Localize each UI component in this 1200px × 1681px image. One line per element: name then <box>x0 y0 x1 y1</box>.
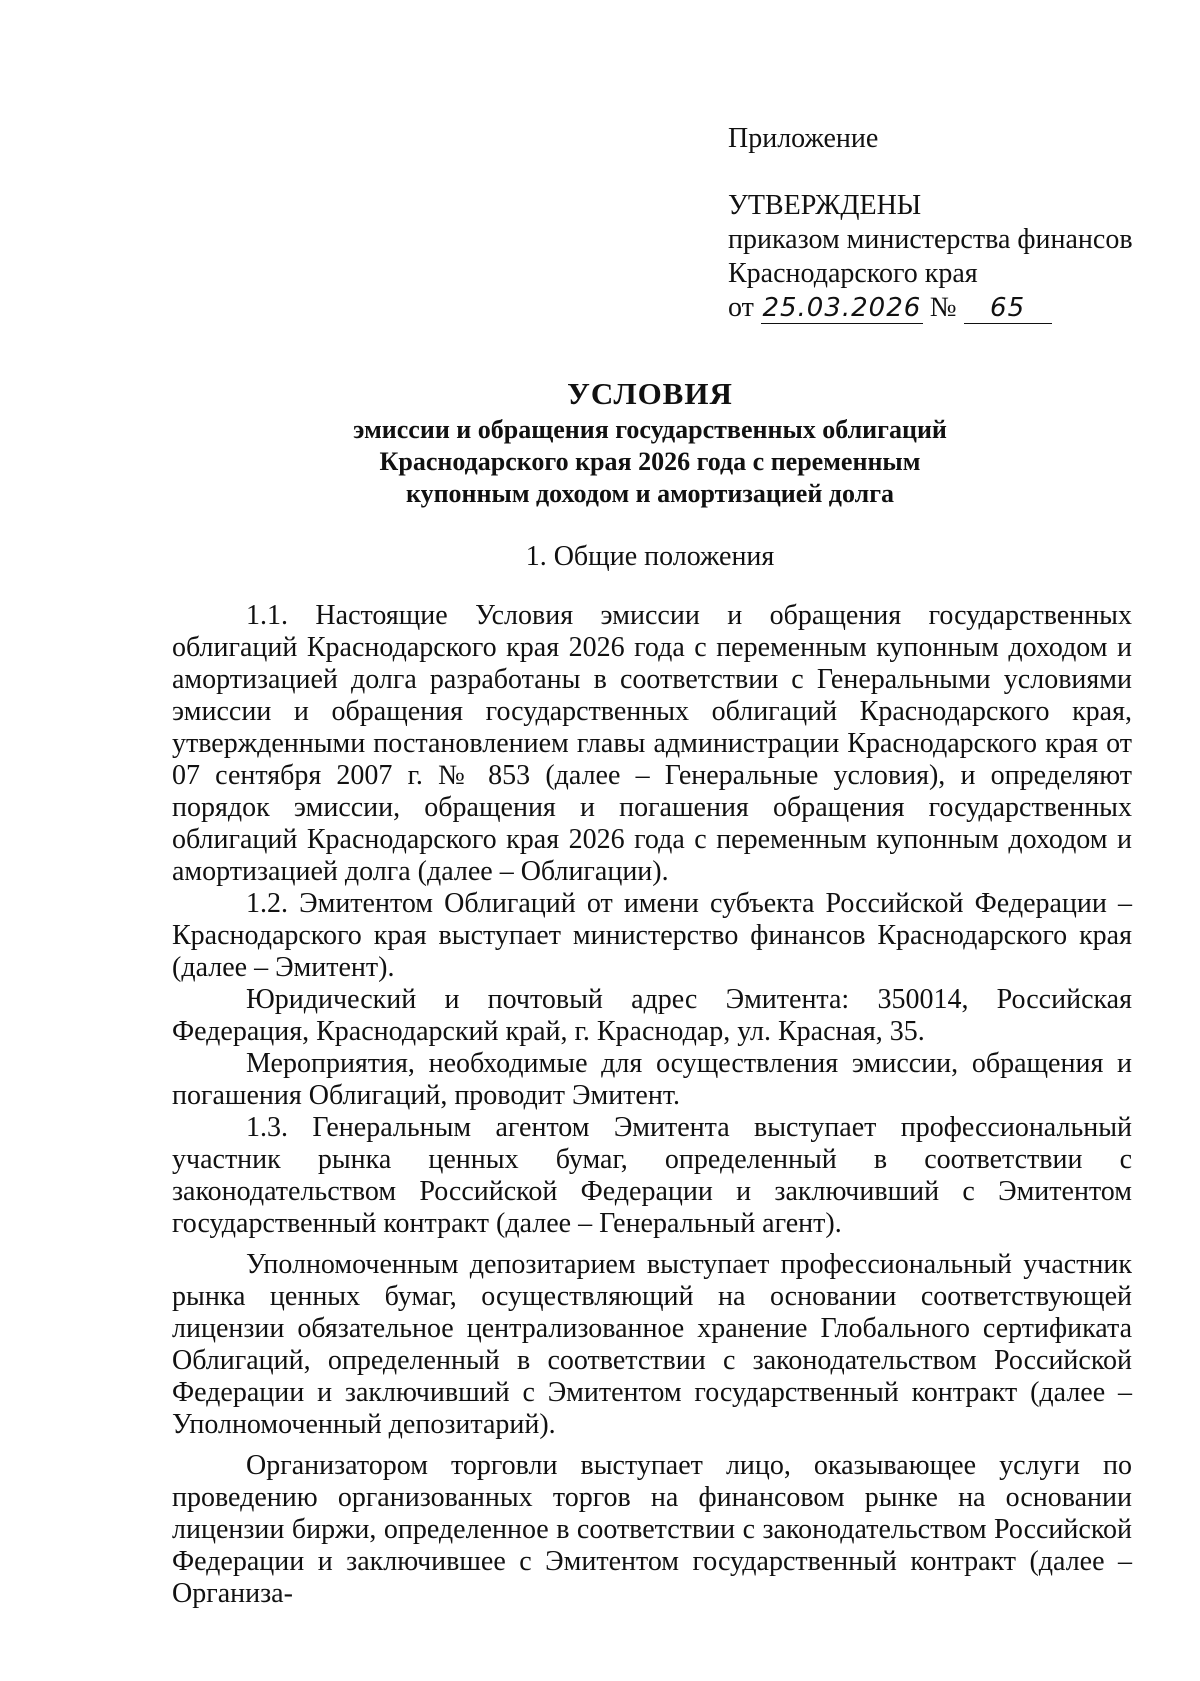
section-heading: 1. Общие положения <box>525 541 775 572</box>
document-subtitle-line: эмиссии и обращения государственных облигаций <box>353 415 947 444</box>
annex-label: Приложение <box>728 123 879 154</box>
date-prefix: от <box>728 292 754 323</box>
document-subtitle-line: Краснодарского края 2026 года с переменным <box>379 447 921 476</box>
paragraph-address: Юридический и почтовый адрес Эмитента: 350014, Российская Федерация, Краснодарский край, г. Краснодар, ул. Красная, 35. <box>172 984 1132 1047</box>
handwritten-date: 25.03.2026 <box>762 293 922 323</box>
approval-line-2: Краснодарского края <box>728 258 978 289</box>
paragraph-depository: Уполномоченным депозитарием выступает профессиональный участник рынка ценных бумаг, осуществляющий на основании соответствующей лицензии обязательное централизованное хранение Глобального сертификата Облигаций, определенный в соответствии с законодательством Российской Федерации и заключивший с Эмитентом государственный контракт (далее – Уполномоченный депозитарий). <box>172 1249 1132 1440</box>
handwritten-number: 65 <box>964 293 1052 324</box>
paragraph-1-2: 1.2. Эмитентом Облигаций от имени субъекта Российской Федерации – Краснодарского края выступает министерство финансов Краснодарского края (далее – Эмитент). <box>172 888 1132 983</box>
paragraph-trade-organizer: Организатором торговли выступает лицо, оказывающее услуги по проведению организованных торгов на финансовом рынке на основании лицензии биржи, определенное в соответствии с законодательством Российской Федерации и заключившее с Эмитентом государственный контракт (далее – Организа- <box>172 1450 1132 1609</box>
paragraph-1-1: 1.1. Настоящие Условия эмиссии и обращения государственных облигаций Краснодарского края 2026 года с переменным купонным доходом и амортизацией долга разработаны в соответствии с Генеральными условиями эмиссии и обращения государственных облигаций Краснодарского края, утвержденными постановлением главы администрации Краснодарского края от 07 сентября 2007 г. № 853 (далее – Генеральные условия), и определяют порядок эмиссии, обращения и погашения обращения государственных облигаций Краснодарского края 2026 года с переменным купонным доходом и амортизацией долга (далее – Облигации). <box>172 600 1132 887</box>
paragraph-measures: Мероприятия, необходимые для осуществления эмиссии, обращения и погашения Облигаций, проводит Эмитент. <box>172 1048 1132 1111</box>
approval-block <box>728 122 1148 325</box>
paragraph-1-3: 1.3. Генеральным агентом Эмитента выступает профессиональный участник рынка ценных бумаг, определенный в соответствии с законодательством Российской Федерации и заключивший с Эмитентом государственный контракт (далее – Генеральный агент). <box>172 1112 1132 1239</box>
document-title: УСЛОВИЯ <box>567 376 733 411</box>
body-text <box>172 600 1132 1610</box>
title-block <box>150 374 1150 510</box>
document-subtitle-line: купонным доходом и амортизацией долга <box>405 479 895 508</box>
number-sign: № <box>929 292 957 323</box>
approval-line-1: приказом министерства финансов <box>728 224 1133 255</box>
approved-label: УТВЕРЖДЕНЫ <box>728 190 922 221</box>
approval-date-line <box>728 291 1148 325</box>
